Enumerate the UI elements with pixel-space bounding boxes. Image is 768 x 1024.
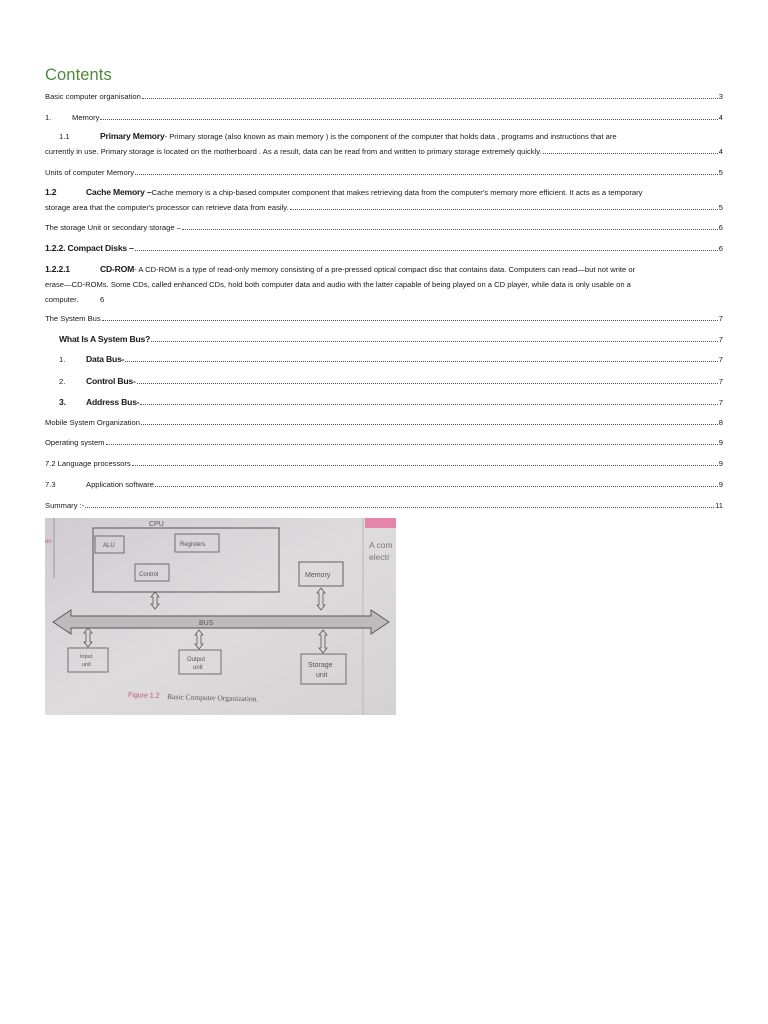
contents-heading: Contents bbox=[45, 66, 112, 84]
registers-label: Registers bbox=[180, 542, 206, 548]
toc-page-number: 5 bbox=[718, 168, 723, 177]
output-unit-label: Output bbox=[187, 657, 206, 663]
toc-entry-summary[interactable] bbox=[45, 501, 723, 511]
toc-label: What Is A System Bus? bbox=[59, 334, 151, 344]
dot-leader bbox=[141, 423, 718, 425]
dot-leader bbox=[85, 506, 714, 508]
toc-label: Units of computer Memory bbox=[45, 168, 135, 177]
dot-leader bbox=[125, 360, 717, 362]
storage-unit-label: Storage bbox=[308, 662, 333, 669]
dot-leader bbox=[102, 319, 718, 321]
control-label: Control bbox=[139, 572, 159, 578]
toc-label: Basic computer organisation bbox=[45, 92, 141, 101]
left-margin-mark: on bbox=[45, 539, 52, 545]
figure-caption-text: Basic Computer Organization. bbox=[166, 692, 259, 704]
input-unit-label: unit bbox=[82, 662, 91, 668]
toc-number: 1.1 bbox=[59, 132, 70, 141]
toc-label: The System Bus bbox=[45, 314, 101, 323]
toc-label: Control Bus- bbox=[86, 376, 136, 386]
toc-page-number: 4 bbox=[718, 113, 723, 122]
toc-entry-language-processors[interactable] bbox=[45, 459, 723, 469]
toc-page-number: 3 bbox=[718, 92, 723, 101]
toc-entry-mobile[interactable] bbox=[45, 418, 723, 428]
toc-page-number: 6 bbox=[100, 295, 105, 304]
toc-label: Address Bus- bbox=[86, 397, 140, 407]
toc-entry-application-software[interactable] bbox=[45, 480, 723, 490]
toc-label: 1.2.2. Compact Disks – bbox=[45, 243, 134, 253]
toc-entry-cdrom[interactable] bbox=[45, 262, 723, 307]
toc-page-number: 6 bbox=[718, 244, 723, 253]
dot-leader bbox=[135, 249, 718, 251]
toc-label: Operating system bbox=[45, 438, 105, 447]
toc-entry-data-bus[interactable] bbox=[45, 354, 723, 365]
dot-leader bbox=[135, 173, 718, 175]
toc-entry-primary-memory[interactable] bbox=[45, 129, 723, 159]
side-text: electr bbox=[369, 552, 390, 562]
toc-number: 2. bbox=[59, 377, 66, 386]
toc-page-number: 11 bbox=[715, 501, 723, 510]
toc-entry-what-bus[interactable] bbox=[45, 334, 723, 345]
toc-entry-memory[interactable] bbox=[45, 113, 723, 123]
side-tab bbox=[365, 518, 396, 528]
toc-page-number: 9 bbox=[718, 459, 723, 468]
side-text: A com bbox=[369, 540, 393, 550]
toc-page-number: 4 bbox=[718, 147, 723, 156]
toc-label: Data Bus- bbox=[86, 354, 125, 364]
toc-page-number: 7 bbox=[718, 355, 723, 364]
toc-heading: Primary Memory bbox=[100, 131, 165, 141]
toc-page-number: 6 bbox=[718, 223, 723, 232]
toc-number: 1. bbox=[45, 113, 52, 122]
toc-heading: CD-ROM bbox=[100, 264, 135, 274]
toc-description-cont: storage area that the computer's processor can retrieve data from easily. bbox=[45, 203, 289, 212]
toc-page-number: 9 bbox=[718, 480, 723, 489]
toc-entry-compact-disks[interactable] bbox=[45, 243, 723, 254]
toc-entry-basic[interactable] bbox=[45, 92, 723, 102]
cpu-label: CPU bbox=[149, 521, 164, 528]
toc-entry-storage-unit[interactable] bbox=[45, 223, 723, 233]
toc-entry-address-bus[interactable] bbox=[45, 397, 723, 408]
toc-number: 1.2.2.1 bbox=[45, 264, 70, 274]
toc-page-number: 5 bbox=[718, 203, 723, 212]
dot-leader bbox=[151, 340, 718, 342]
toc-page-number: 9 bbox=[718, 438, 723, 447]
toc-page-number: 7 bbox=[718, 377, 723, 386]
toc-label: Summary :- bbox=[45, 501, 85, 510]
toc-description: Cache memory is a chip-based computer component that makes retrieving data from the computer's memory more efficient. It acts as a temporary bbox=[151, 188, 643, 197]
toc-label: Application software bbox=[86, 480, 154, 489]
toc-description: - Primary storage (also known as main memory ) is the component of the computer that holds data , programs and instructions that are bbox=[164, 132, 617, 141]
toc-page-number: 7 bbox=[718, 314, 723, 323]
toc-description: - A CD-ROM is a type of read-only memory consisting of a pre-pressed optical compact disc that contains data. Computers can read—but not write or bbox=[134, 265, 636, 274]
toc-entry-operating-system[interactable] bbox=[45, 438, 723, 448]
toc-label: The storage Unit or secondary storage – bbox=[45, 223, 181, 232]
computer-organization-figure bbox=[45, 518, 396, 715]
figure-caption-number: Figure 1.2 bbox=[127, 692, 160, 700]
alu-label: ALU bbox=[103, 543, 115, 549]
toc-number: 1. bbox=[59, 355, 66, 364]
toc-number: 7.3 bbox=[45, 480, 56, 489]
dot-leader bbox=[140, 403, 717, 405]
toc-page-number: 7 bbox=[718, 335, 723, 344]
dot-leader bbox=[100, 118, 717, 120]
bus-label: BUS bbox=[199, 620, 214, 627]
toc-page-number: 7 bbox=[718, 398, 723, 407]
dot-leader bbox=[155, 485, 718, 487]
dot-leader bbox=[543, 152, 718, 154]
dot-leader bbox=[290, 208, 718, 210]
figure-diagram bbox=[45, 518, 396, 715]
output-unit-label: unit bbox=[193, 665, 203, 671]
toc-entry-units[interactable] bbox=[45, 168, 723, 178]
toc-label: Memory bbox=[72, 113, 100, 122]
storage-unit-label: unit bbox=[316, 672, 328, 679]
toc-number: 3. bbox=[59, 397, 66, 407]
toc-page-number: 8 bbox=[718, 418, 723, 427]
dot-leader bbox=[182, 228, 718, 230]
toc-entry-cache-memory[interactable] bbox=[45, 185, 723, 215]
dot-leader bbox=[106, 443, 718, 445]
toc-description-cont: currently in use. Primary storage is located on the motherboard . As a result, data can be read from and written to primary storage extremely quickly. bbox=[45, 147, 542, 156]
dot-leader bbox=[132, 464, 718, 466]
memory-label: Memory bbox=[305, 572, 331, 579]
toc-entry-system-bus[interactable] bbox=[45, 314, 723, 324]
toc-description-cont: erase—CD-ROMs. Some CDs, called enhanced CDs, hold both computer data and audio with the latter capable of being played on a CD player, while data is only usable on a bbox=[45, 280, 631, 289]
dot-leader bbox=[142, 97, 718, 99]
input-unit-label: Input bbox=[80, 654, 93, 660]
dot-leader bbox=[137, 382, 718, 384]
toc-label: 7.2 Language processors bbox=[45, 459, 131, 468]
toc-description-cont: computer. bbox=[45, 295, 79, 304]
toc-number: 1.2 bbox=[45, 187, 57, 197]
toc-label: Mobile System Organization bbox=[45, 418, 140, 427]
toc-entry-control-bus[interactable] bbox=[45, 376, 723, 387]
toc-heading: Cache Memory – bbox=[86, 187, 152, 197]
